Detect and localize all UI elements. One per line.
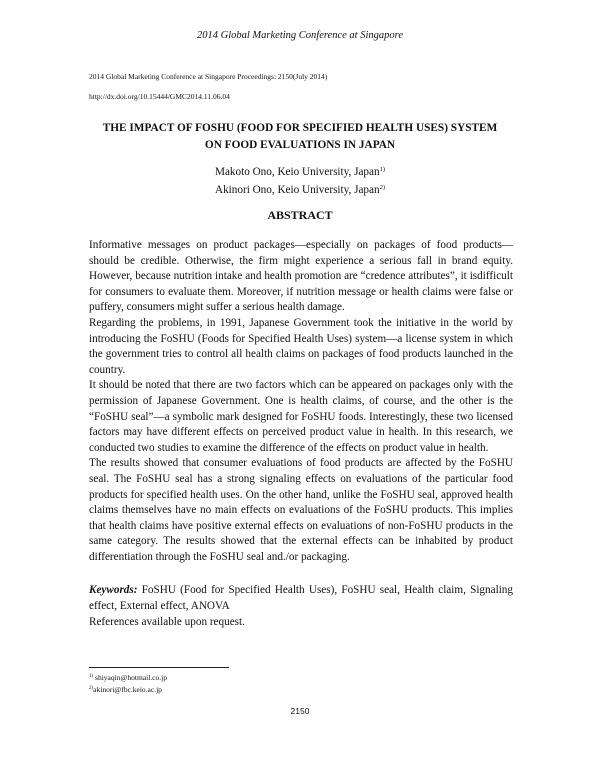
footnote-2-mark: 2): [89, 686, 94, 691]
abstract-paragraph-2: Regarding the problems, in 1991, Japanese Government took the initiative in the world by introducing the FoSHU (Foods for Specified Health Uses) system—a license system in which the government tries to control all health claims on packages of food products launched in the country.: [89, 316, 513, 376]
running-header: 2014 Global Marketing Conference at Singapore: [197, 30, 403, 41]
author-2: [0, 180, 600, 198]
doi-link[interactable]: http://dx.doi.org/10.15444/GMC2014.11.06.04: [89, 92, 230, 101]
keywords-text: FoSHU (Food for Specified Health Uses), FoSHU seal, Health claim, Signaling effect, External effect, ANOVA: [89, 584, 513, 613]
abstract-paragraph-4: The results showed that consumer evaluations of food products are affected by the FoSHU seal. The FoSHU seal has a strong signaling effects on evaluations of the particular food products for specified health uses. On the other hand, unlike the FoSHU seal, approved health claims themselves have no main effects on evaluations of the FoSHU products. This implies that health claims have positive external effects on evaluations of non-FoSHU products in the same category. The results showed that the external effects can be inhabited by product differentiation through the FoSHU seal and./or packaging.: [89, 457, 513, 563]
footnote-1: [89, 671, 167, 683]
abstract-body: [89, 238, 513, 630]
abstract-paragraph-1: Informative messages on product packages—especially on packages of food products—should be credible. Otherwise, the firm might experience a serious fall in brand equity. However, because nutrition intake and health promotion are “credence attributes”, it isdifficult for consumers to evaluate them. Moreover, if nutrition message or health claims were false or puffery, consumers might suffer a serious health damage.: [89, 239, 513, 314]
author-2-name: Akinori Ono, Keio University, Japan: [215, 184, 380, 196]
page-number: 2150: [290, 706, 310, 716]
title-line-2: ON FOOD EVALUATIONS IN JAPAN: [204, 139, 396, 151]
proceedings-line: 2014 Global Marketing Conference at Singapore Proceedings: 2150(July 2014): [89, 72, 328, 81]
footnotes: [89, 671, 167, 695]
references-note: References available upon request.: [89, 615, 245, 628]
footnote-2-email[interactable]: akinori@fbc.keio.ac.jp: [93, 685, 162, 694]
keywords: [89, 583, 513, 614]
abstract-paragraph-3: It should be noted that there are two factors which can be appeared on packages only with the permission of Japanese Government. One is health claims, of course, and the other is the “FoSHU seal”—a symbolic mark designed for FoSHU foods. Interestingly, these two licensed factors may have different effects on perceived product value in health. In this research, we conducted two studies to examine the difference of the effects on product value in health.: [89, 379, 513, 454]
author-2-footnote-mark: 2): [379, 184, 385, 191]
title-line-1: THE IMPACT OF FOSHU (FOOD FOR SPECIFIED HEALTH USES) SYSTEM: [102, 122, 498, 134]
paper-title: [60, 120, 540, 154]
abstract-heading: ABSTRACT: [267, 208, 333, 222]
footnote-2: [89, 683, 167, 695]
footnote-divider: [89, 667, 229, 668]
author-1-name: Makoto Ono, Keio University, Japan: [215, 166, 380, 178]
keywords-label: Keywords:: [89, 584, 138, 597]
author-1: [0, 162, 600, 180]
author-list: [0, 162, 600, 198]
footnote-1-mark: 1): [89, 674, 94, 679]
author-1-footnote-mark: 1): [379, 166, 385, 173]
footnote-1-email[interactable]: shiyaqin@hotmail.co.jp: [93, 673, 167, 682]
